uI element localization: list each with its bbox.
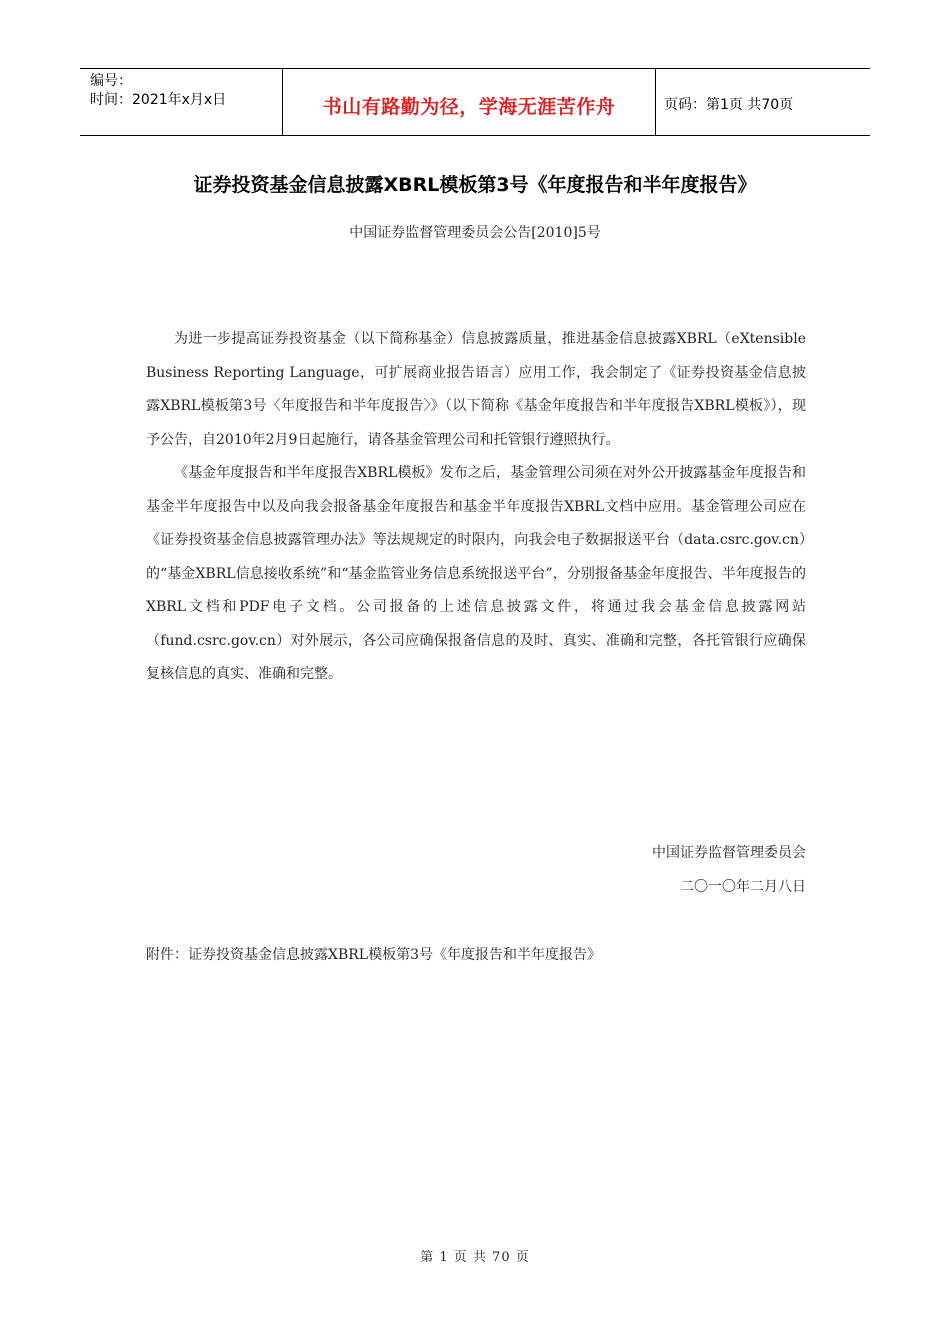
attachment-note: 附件：证券投资基金信息披露XBRL模板第3号《年度报告和半年度报告》 <box>146 947 601 963</box>
document-body <box>146 323 806 692</box>
header-meta <box>80 69 282 135</box>
document-subtitle: 中国证券监督管理委员会公告[2010]5号 <box>349 225 601 241</box>
header-page-info: 页码：第1页 共70页 <box>664 97 794 113</box>
document-time-label: 时间：2021年x月x日 <box>90 92 227 108</box>
header-motto: 书山有路勤为径，学海无涯苦作舟 <box>282 69 656 135</box>
body-paragraph: 为进一步提高证券投资基金（以下简称基金）信息披露质量，推进基金信息披露XBRL（eXtensible Business Reporting Language，可扩展商业报告语言）应用工作，我会制定了《证券投资基金信息披露XBRL模板第3号〈年度报告和半年度报告〉》（以下简称《基金年度报告和半年度报告XBRL模板》），现予公告，自2010年2月9日起施行，请各基金管理公司和托管银行遵照执行。 <box>146 331 806 448</box>
signature-organization: 中国证券监督管理委员会 <box>652 845 806 861</box>
header-table <box>80 68 870 136</box>
signature-date: 二〇一〇年二月八日 <box>680 879 806 895</box>
body-paragraph: 《基金年度报告和半年度报告XBRL模板》发布之后，基金管理公司须在对外公开披露基金年度报告和基金半年度报告中以及向我会报备基金年度报告和基金半年度报告XBRL文档中应用。基金管理公司应在《证券投资基金信息披露管理办法》等法规规定的时限内，向我会电子数据报送平台（data.csrc.gov.cn）的“基金XBRL信息接收系统”和“基金监管业务信息系统报送平台”，分别报备基金年度报告、半年度报告的XBRL文档和PDF电子文档。公司报备的上述信息披露文件，将通过我会基金信息披露网站（fund.csrc.gov.cn）对外展示，各公司应确保报备信息的及时、真实、准确和完整，各托管银行应确保复核信息的真实、准确和完整。 <box>146 465 806 682</box>
document-title: 证券投资基金信息披露XBRL模板第3号《年度报告和半年度报告》 <box>193 174 757 196</box>
document-number-label: 编号： <box>90 73 132 89</box>
page-footer: 第 1 页 共 70 页 <box>420 1250 530 1265</box>
